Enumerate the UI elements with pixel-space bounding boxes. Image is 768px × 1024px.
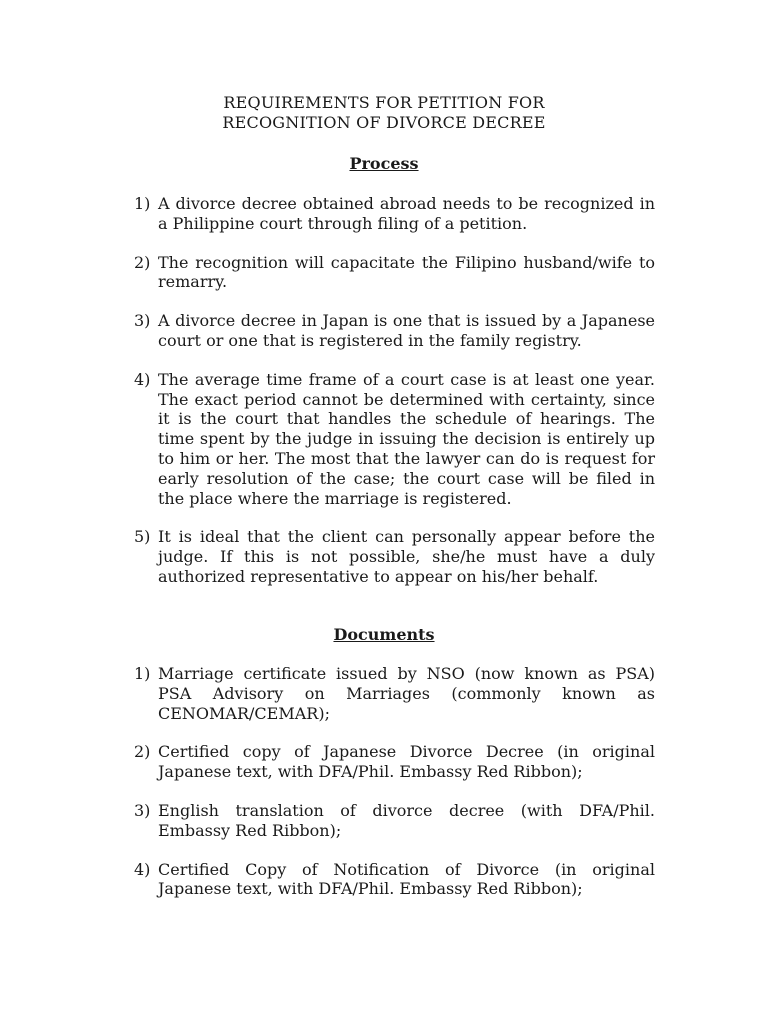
process-item-1 — [134, 194, 655, 234]
title-line-1: REQUIREMENTS FOR PETITION FOR — [223, 93, 545, 112]
process-item-2 — [134, 253, 655, 293]
document-title — [0, 93, 768, 133]
documents-list — [134, 664, 655, 918]
item-number: 3) — [134, 311, 151, 331]
process-item-3 — [134, 311, 655, 351]
item-number: 2) — [134, 252, 151, 272]
item-number: 4) — [134, 859, 151, 879]
documents-item-3 — [134, 801, 655, 841]
title-line-2: RECOGNITION OF DIVORCE DECREE — [222, 113, 546, 132]
item-text: It is ideal that the client can personally appear before the judge. If this is not possible, she/he must have a duly authorized representative to appear on his/her behalf. — [158, 527, 655, 586]
item-number: 4) — [134, 369, 151, 389]
item-number: 3) — [134, 800, 151, 820]
process-item-4 — [134, 370, 655, 509]
documents-item-1 — [134, 664, 655, 723]
item-text: The average time frame of a court case is at least one year. The exact period cannot be determined with certainty, since it is the court that handles the schedule of hearings. The time spent by the judge in issuing the decision is entirely up to him or her. The most that the lawyer can do is request for early resolution of the case; the court case will be filed in the place where the marriage is registered. — [158, 369, 655, 508]
process-item-5 — [134, 527, 655, 586]
process-list — [134, 194, 655, 606]
process-heading: Process — [349, 154, 419, 173]
item-text: A divorce decree in Japan is one that is issued by a Japanese court or one that is registered in the family registry. — [158, 311, 655, 350]
item-text: Certified copy of Japanese Divorce Decree (in original Japanese text, with DFA/Phil. Embassy Red Ribbon); — [158, 742, 655, 782]
item-text: The recognition will capacitate the Filipino husband/wife to remarry. — [158, 252, 655, 292]
item-number: 1) — [134, 194, 151, 213]
documents-item-4 — [134, 860, 655, 900]
item-number: 5) — [134, 527, 151, 547]
item-text: English translation of divorce decree (with DFA/Phil. Embassy Red Ribbon); — [158, 800, 655, 840]
documents-item-2 — [134, 742, 655, 782]
item-text: Certified Copy of Notification of Divorce (in original Japanese text, with DFA/Phil. Embassy Red Ribbon); — [158, 859, 655, 899]
documents-heading: Documents — [333, 625, 435, 644]
item-number: 2) — [134, 742, 151, 762]
item-text: A divorce decree obtained abroad needs to be recognized in a Philippine court through filing of a petition. — [158, 194, 655, 233]
item-text: Marriage certificate issued by NSO (now known as PSA) PSA Advisory on Marriages (commonly known as CENOMAR/CEMAR); — [158, 664, 655, 723]
item-number: 1) — [134, 664, 151, 683]
